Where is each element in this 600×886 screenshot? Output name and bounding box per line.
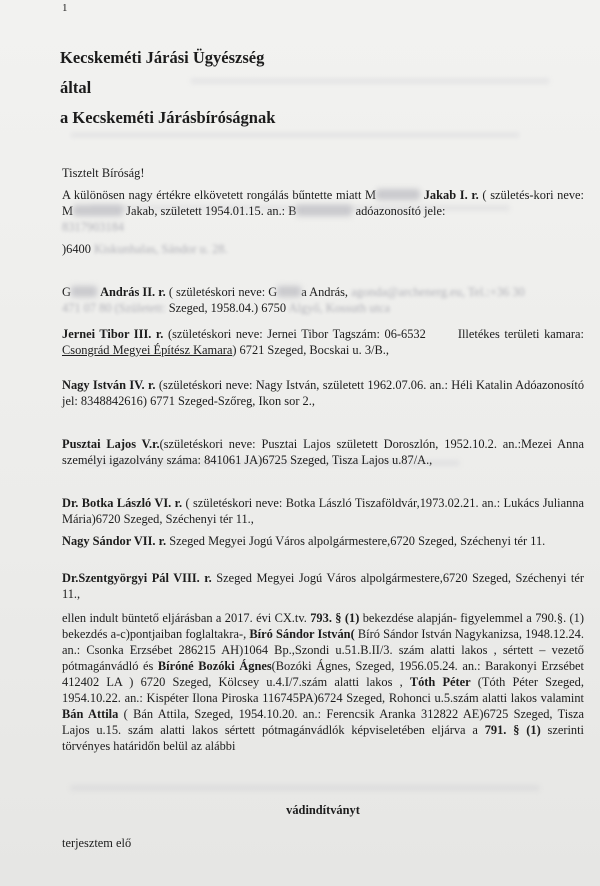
defendant-3-chamber-link[interactable]: Csongrád Megyei Építész Kamara	[62, 343, 233, 357]
defendant-6	[62, 495, 584, 527]
defendant-1-intro: A különösen nagy értékre elkövetett rongálás bűntette miatt M	[62, 188, 377, 202]
defendant-2-initial: G	[62, 285, 71, 299]
redaction	[73, 205, 123, 216]
defendant-1-details: Jakab, született 1954.01.15. an.: B	[126, 204, 297, 218]
defendant-5	[62, 436, 584, 468]
defendant-5-name: Pusztai Lajos V.r.	[62, 437, 160, 451]
victim-biro-sandor: Bíró Sándor István(	[249, 627, 355, 641]
defendant-1-tax-id: 8317903184	[62, 220, 124, 234]
defendant-7	[62, 533, 584, 549]
victim-ban-attila: Bán Attila	[62, 707, 119, 721]
defendant-7-name: Nagy Sándor VII. r.	[62, 534, 167, 548]
header-by: által	[60, 78, 92, 97]
defendant-1-tax-label: adóazonosító jele:	[355, 204, 446, 218]
defendant-1-name: Jakab I. r.	[423, 188, 479, 202]
proceedings-text: szerinti törvényes határidőn belül az alábbi	[62, 723, 585, 753]
defendant-1	[62, 187, 584, 235]
salutation: Tisztelt Bíróság!	[62, 166, 145, 180]
redaction	[71, 286, 97, 297]
defendant-3-territory: Illetékes területi	[457, 327, 540, 341]
defendant-2-address: Algyő, Kossuth utca	[288, 301, 391, 315]
defendant-1-address-redacted: Kiskunhalas, Sándor u. 28.	[94, 242, 228, 256]
defendant-8	[62, 570, 584, 602]
motion-title: vádindítványt	[286, 803, 360, 817]
proceedings-text: bekezdése alapján- figyelemmel a 790.§. (1) bekezdés a-c)pontjaiban foglaltakra-,	[62, 611, 585, 641]
defendant-6-details: ( születéskori neve: Botka László Tiszaföldvár,1973.02.21. an.: Lukács Julianna Mária)6720 Szeged, Széchenyi tér 11.,	[62, 496, 584, 526]
bleed-through	[190, 78, 550, 84]
defendant-7-details: Szeged Megyei Jogú Város alpolgármestere,6720 Szeged, Széchenyi tér 11.	[166, 534, 546, 548]
defendant-3-birthname: (születéskori neve: Jernei Tibor Tagszám: 06-6532	[163, 327, 426, 341]
proceedings-text: (Tóth Péter Szeged, 1954.10.22. an.: Kispéter Ilona Piroska 116745PA)6724 Szeged, Rohonci u.5.szám alatti lakos valamint	[62, 675, 584, 705]
proceedings-text: ellen indult büntető eljárásban a 2017. évi CX.tv.	[62, 611, 307, 625]
proceedings-text: (Bozóki Ágnes, Szeged, 1956.05.24. an.: Barakonyi Erzsébet 412402 LA ) 6720 Szeged, Kölcsey u.4.I/7.szám alatti lakos ,	[62, 659, 584, 689]
redaction	[277, 286, 301, 297]
proceedings-text: Bíró Sándor István Nagykanizsa, 1948.12.24. an.: Csonka Erzsébet 286215 AH)1064 Bp.,Szondi u.51.B.II/3. szám alatti lakos , sértett – vezető pótmagánvádló és	[62, 627, 584, 673]
defendant-3	[62, 326, 584, 358]
defendant-2-birth: Szeged, 1958.04.) 6750	[168, 301, 287, 315]
header-court: a Kecskeméti Járásbíróságnak	[60, 108, 276, 127]
defendant-2	[62, 284, 584, 316]
defendant-2-contact: agonda@archenerg.eu, Tel.:+36 30	[351, 285, 525, 299]
header-prosecutor: Kecskeméti Járási Ügyészség	[60, 48, 265, 67]
defendant-3-chamber-label: kamara:	[544, 327, 584, 341]
defendant-3-address: ) 6721 Szeged, Bocskai u. 3/B.,	[232, 343, 389, 357]
redaction	[376, 189, 420, 200]
closing-line: terjesztem elő	[62, 836, 132, 850]
defendant-6-name: Dr. Botka László VI. r.	[62, 496, 183, 510]
defendant-3-name: Jernei Tibor III. r.	[62, 327, 164, 341]
defendant-2-birthname: ( születéskori neve: G	[165, 285, 278, 299]
defendant-5-details: (születéskori neve: Pusztai Lajos született Doroszlón, 1952.10.2. an.:Mezei Anna személyi igazolvány száma: 841061 JA)6725 Szeged, Tisza Lajos u.87/A.,	[62, 437, 584, 467]
proceedings-text: ( Bán Attila, Szeged, 1954.10.20. an.: Ferencsik Aranka 312822 AE)6725 Szeged, Tisza Lajos u.15. szám alatti lakos sértett pótmagánvádlók képviseletében eljárva a	[62, 707, 584, 737]
redaction	[296, 205, 352, 216]
defendant-8-details: Szeged Megyei Jogú Város alpolgármestere,6720 Szeged, Széchenyi tér 11.,	[62, 571, 584, 601]
victim-birone-bozoki: Bíróné Bozóki Ágnes	[157, 659, 272, 673]
defendant-1-address	[62, 241, 584, 257]
page-number: 1	[62, 2, 68, 14]
defendant-1-address-start: )6400	[62, 242, 91, 256]
defendant-8-name: Dr.Szentgyörgyi Pál VIII. r.	[62, 571, 212, 585]
bleed-through	[70, 785, 540, 791]
victim-toth-peter: Tóth Péter	[409, 675, 471, 689]
defendant-2-birthname-end: a András,	[301, 285, 349, 299]
defendant-4-name: Nagy István IV. r.	[62, 378, 156, 392]
defendant-2-phone: 471 07 80 (Született:	[62, 301, 166, 315]
bleed-through	[70, 132, 520, 138]
proceedings-paragraph	[62, 610, 584, 754]
defendant-2-name: András II. r.	[100, 285, 166, 299]
statute-reference-793: 793. § (1)	[310, 611, 360, 625]
defendant-4-details: (születéskori neve: Nagy István, született 1962.07.06. an.: Héli Katalin Adóazonosító jel: 8348842616) 6771 Szeged-Szőreg, Ikon sor 2.,	[62, 378, 585, 408]
statute-reference-791: 791. § (1)	[484, 723, 541, 737]
defendant-1-birthname: ( születés-kori neve: M	[62, 188, 584, 218]
defendant-4	[62, 377, 584, 409]
